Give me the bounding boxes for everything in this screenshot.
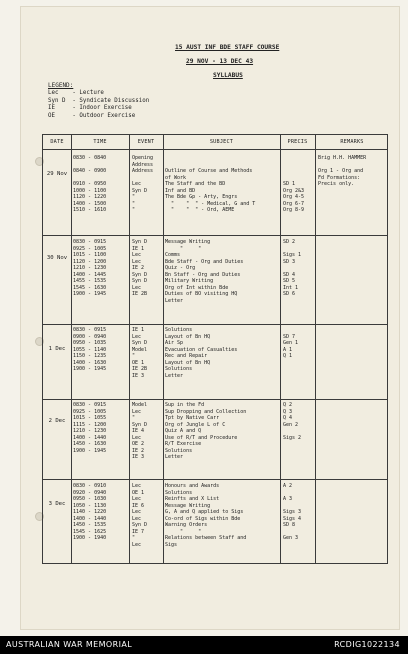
day-date: 29 Nov [46, 171, 68, 177]
day-precis: SD 1 Org 2&3 Org 4-5 Org 6-7 Org 8-9 [283, 181, 305, 213]
day-times: 0830 - 0915 0900 - 0940 0950 - 1035 1055 - 1140 1150 - 1235 1400 - 1630 1900 - 1945 [73, 327, 107, 372]
legend-item: Syn D - Syndicate Discussion [48, 97, 150, 104]
day-date: 2 Dec [48, 418, 66, 424]
legend-item: OE - Outdoor Exercise [48, 112, 136, 119]
legend [48, 90, 149, 120]
day-date: 1 Dec [48, 346, 66, 352]
day-events: Opening Address Address Lec Syn D " " " [132, 155, 154, 213]
syllabus-table [42, 134, 388, 564]
day-times: 0830 - 0915 0925 - 1005 1015 - 1055 1115 - 1200 1210 - 1230 1400 - 1440 1450 - 1630 1900 - 1945 [73, 402, 107, 454]
syllabus-heading: SYLLABUS [213, 72, 243, 79]
column-header-time: TIME [93, 139, 107, 145]
day-events: Lec OE 1 Lec IE 6 Lec Lec Syn D IE 7 " Lec [132, 483, 148, 548]
archive-name: AUSTRALIAN WAR MEMORIAL [6, 640, 133, 649]
column-header-date: DATE [50, 139, 64, 145]
course-dates: 29 NOV - 13 DEC 43 [186, 58, 254, 65]
column-header-precis: PRECIS [287, 139, 308, 145]
day-times: 0830 - 0840 0840 - 0900 0910 - 0950 1000 - 1100 1120 - 1220 1400 - 1500 1510 - 1610 [73, 155, 107, 213]
column-header-event: EVENT [137, 139, 155, 145]
legend-item: IE - Indoor Exercise [48, 105, 132, 112]
day-precis: SD 2 Sigs 1 SD 3 SD 4 SD 5 Int 1 SD 6 [283, 239, 302, 297]
day-date: 3 Dec [48, 501, 66, 507]
legend-title: LEGEND: [48, 82, 74, 89]
day-events: IE 1 Lec Syn D Model " OE 1 IE 2B IE 3 [132, 327, 148, 379]
day-precis: SD 7 Gen 1 A 1 Q 1 [283, 333, 299, 359]
day-events: Model Lec " Syn D IE 4 Lec OE 2 IE 2 IE 3 [132, 402, 148, 460]
day-remarks: Brig H.H. HAMMER Org 1 - Org and Fd Formations: Precis only. [318, 155, 367, 187]
day-times: 0830 - 0910 0920 - 0940 0950 - 1030 1050 - 1130 1140 - 1220 1400 - 1440 1450 - 1535 1545 - 1625 1900 - 1940 [73, 483, 107, 541]
archive-footer [0, 636, 408, 654]
day-precis: A 2 A 3 Sigs 3 Sigs 4 SD 8 Gen 3 [283, 483, 302, 541]
day-subjects: Sup in the Fd Sup Dropping and Collection Tpt by Native Carr Org of Jungle L of C Quiz A and Q Use of R/T and Procedure R/T Exercise Solutions Letter [165, 402, 247, 460]
day-subjects: Honours and Awards Solutions Reinfts and X List Message Writing G, A and Q applied to Sigs Co-ord of Sigs within Bde Warning Orders " " Relations between Staff and Sigs [165, 483, 247, 548]
column-header-subject: SUBJECT [209, 139, 234, 145]
day-precis: Q 2 Q 3 Q 4 Gen 2 Sigs 2 [283, 402, 302, 441]
day-date: 30 Nov [46, 255, 68, 261]
archive-reference: RCDIG1022134 [334, 640, 400, 649]
day-subjects: Message Writing " " Comms Bde Staff - Org and Duties Quiz - Org Bn Staff - Org and Duties Military Writing Org of Int within Bde Duties of BO visiting HQ Letter [165, 239, 244, 304]
legend-item: Lec - Lecture [48, 90, 104, 96]
document-title: 15 AUST INF BDE STAFF COURSE [175, 44, 280, 51]
day-times: 0830 - 0915 0925 - 1005 1015 - 1100 1120 - 1200 1210 - 1230 1400 - 1445 1455 - 1535 1545 - 1630 1900 - 1945 [73, 239, 107, 297]
day-subjects: Solutions Layout of Bn HQ Air Sp Evacuation of Casualties Rec and Repair Layout of Bn HQ Solutions Letter [165, 327, 238, 379]
column-header-remarks: REMARKS [340, 139, 364, 145]
day-events: Syn D IE 1 Lec Lec IE 2 Syn D Syn D Lec IE 2B [132, 239, 148, 297]
day-subjects: Outline of Course and Methods of Work The Staff and the BD Inf and BD The Bde Gp - Arty, Engrs " " " - Medical, G and T " " " - Ord, AEME [165, 168, 256, 213]
